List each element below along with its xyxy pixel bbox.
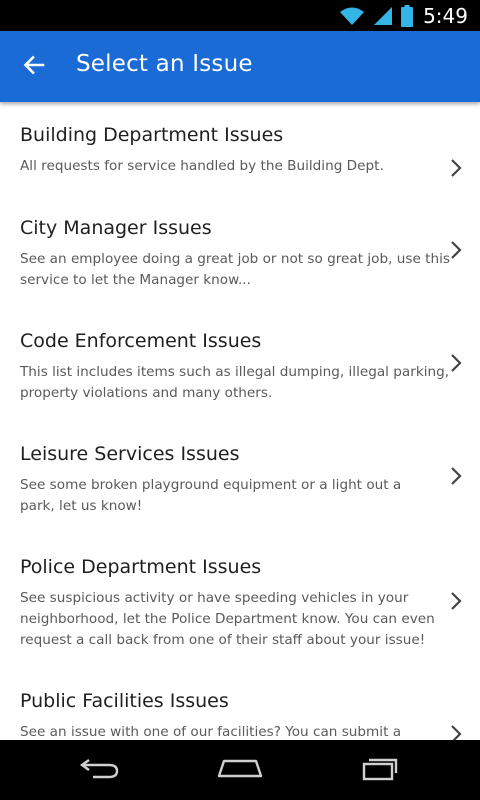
wifi-icon <box>339 6 365 26</box>
issue-title: Police Department Issues <box>20 556 262 578</box>
arrow-left-icon <box>22 53 46 81</box>
chevron-right-icon <box>450 466 462 490</box>
issue-description: See an employee doing a great job or not so great job, use this service to let the Manager know... <box>20 251 450 288</box>
issue-title: Leisure Services Issues <box>20 443 240 465</box>
issue-list <box>0 102 480 740</box>
issue-description: This list includes items such as illegal dumping, illegal parking, property violations and many others. <box>20 364 450 401</box>
chevron-right-icon <box>450 158 462 182</box>
system-nav-bar <box>0 740 480 800</box>
recent-apps-icon <box>360 755 400 785</box>
chevron-right-icon <box>450 353 462 377</box>
list-item-city-manager[interactable] <box>0 217 480 309</box>
battery-icon <box>401 5 413 27</box>
list-item-leisure-services[interactable] <box>0 443 480 535</box>
chevron-right-icon <box>450 591 462 615</box>
list-item-building-department[interactable] <box>0 124 480 194</box>
page-title: Select an Issue <box>76 51 253 77</box>
nav-recent-apps-button[interactable] <box>332 740 428 800</box>
issue-title: Code Enforcement Issues <box>20 330 262 352</box>
nav-back-button[interactable] <box>52 740 148 800</box>
home-icon <box>216 756 264 784</box>
status-bar <box>0 0 480 31</box>
back-button[interactable] <box>14 47 54 87</box>
list-item-code-enforcement[interactable] <box>0 330 480 422</box>
issue-title: Building Department Issues <box>20 124 284 146</box>
nav-home-button[interactable] <box>192 740 288 800</box>
issue-title: Public Facilities Issues <box>20 690 229 712</box>
list-item-police-department[interactable] <box>0 556 480 668</box>
chevron-right-icon <box>450 724 462 740</box>
app-bar <box>0 31 480 102</box>
issue-description: All requests for service handled by the Building Dept. <box>20 158 384 174</box>
issue-title: City Manager Issues <box>20 217 212 239</box>
status-time: 5:49 <box>423 3 468 28</box>
chevron-right-icon <box>450 240 462 264</box>
issue-description: See some broken playground equipment or a light out a park, let us know! <box>20 477 402 514</box>
list-item-public-facilities[interactable] <box>0 690 480 740</box>
issue-description: See suspicious activity or have speeding vehicles in your neighborhood, let the Police Department know. You can even request a call back from one of their staff about your issue! <box>20 590 435 648</box>
back-icon <box>79 756 121 784</box>
cell-signal-icon <box>373 6 393 26</box>
issue-description: See an issue with one of our facilities? You can submit a <box>20 724 402 740</box>
